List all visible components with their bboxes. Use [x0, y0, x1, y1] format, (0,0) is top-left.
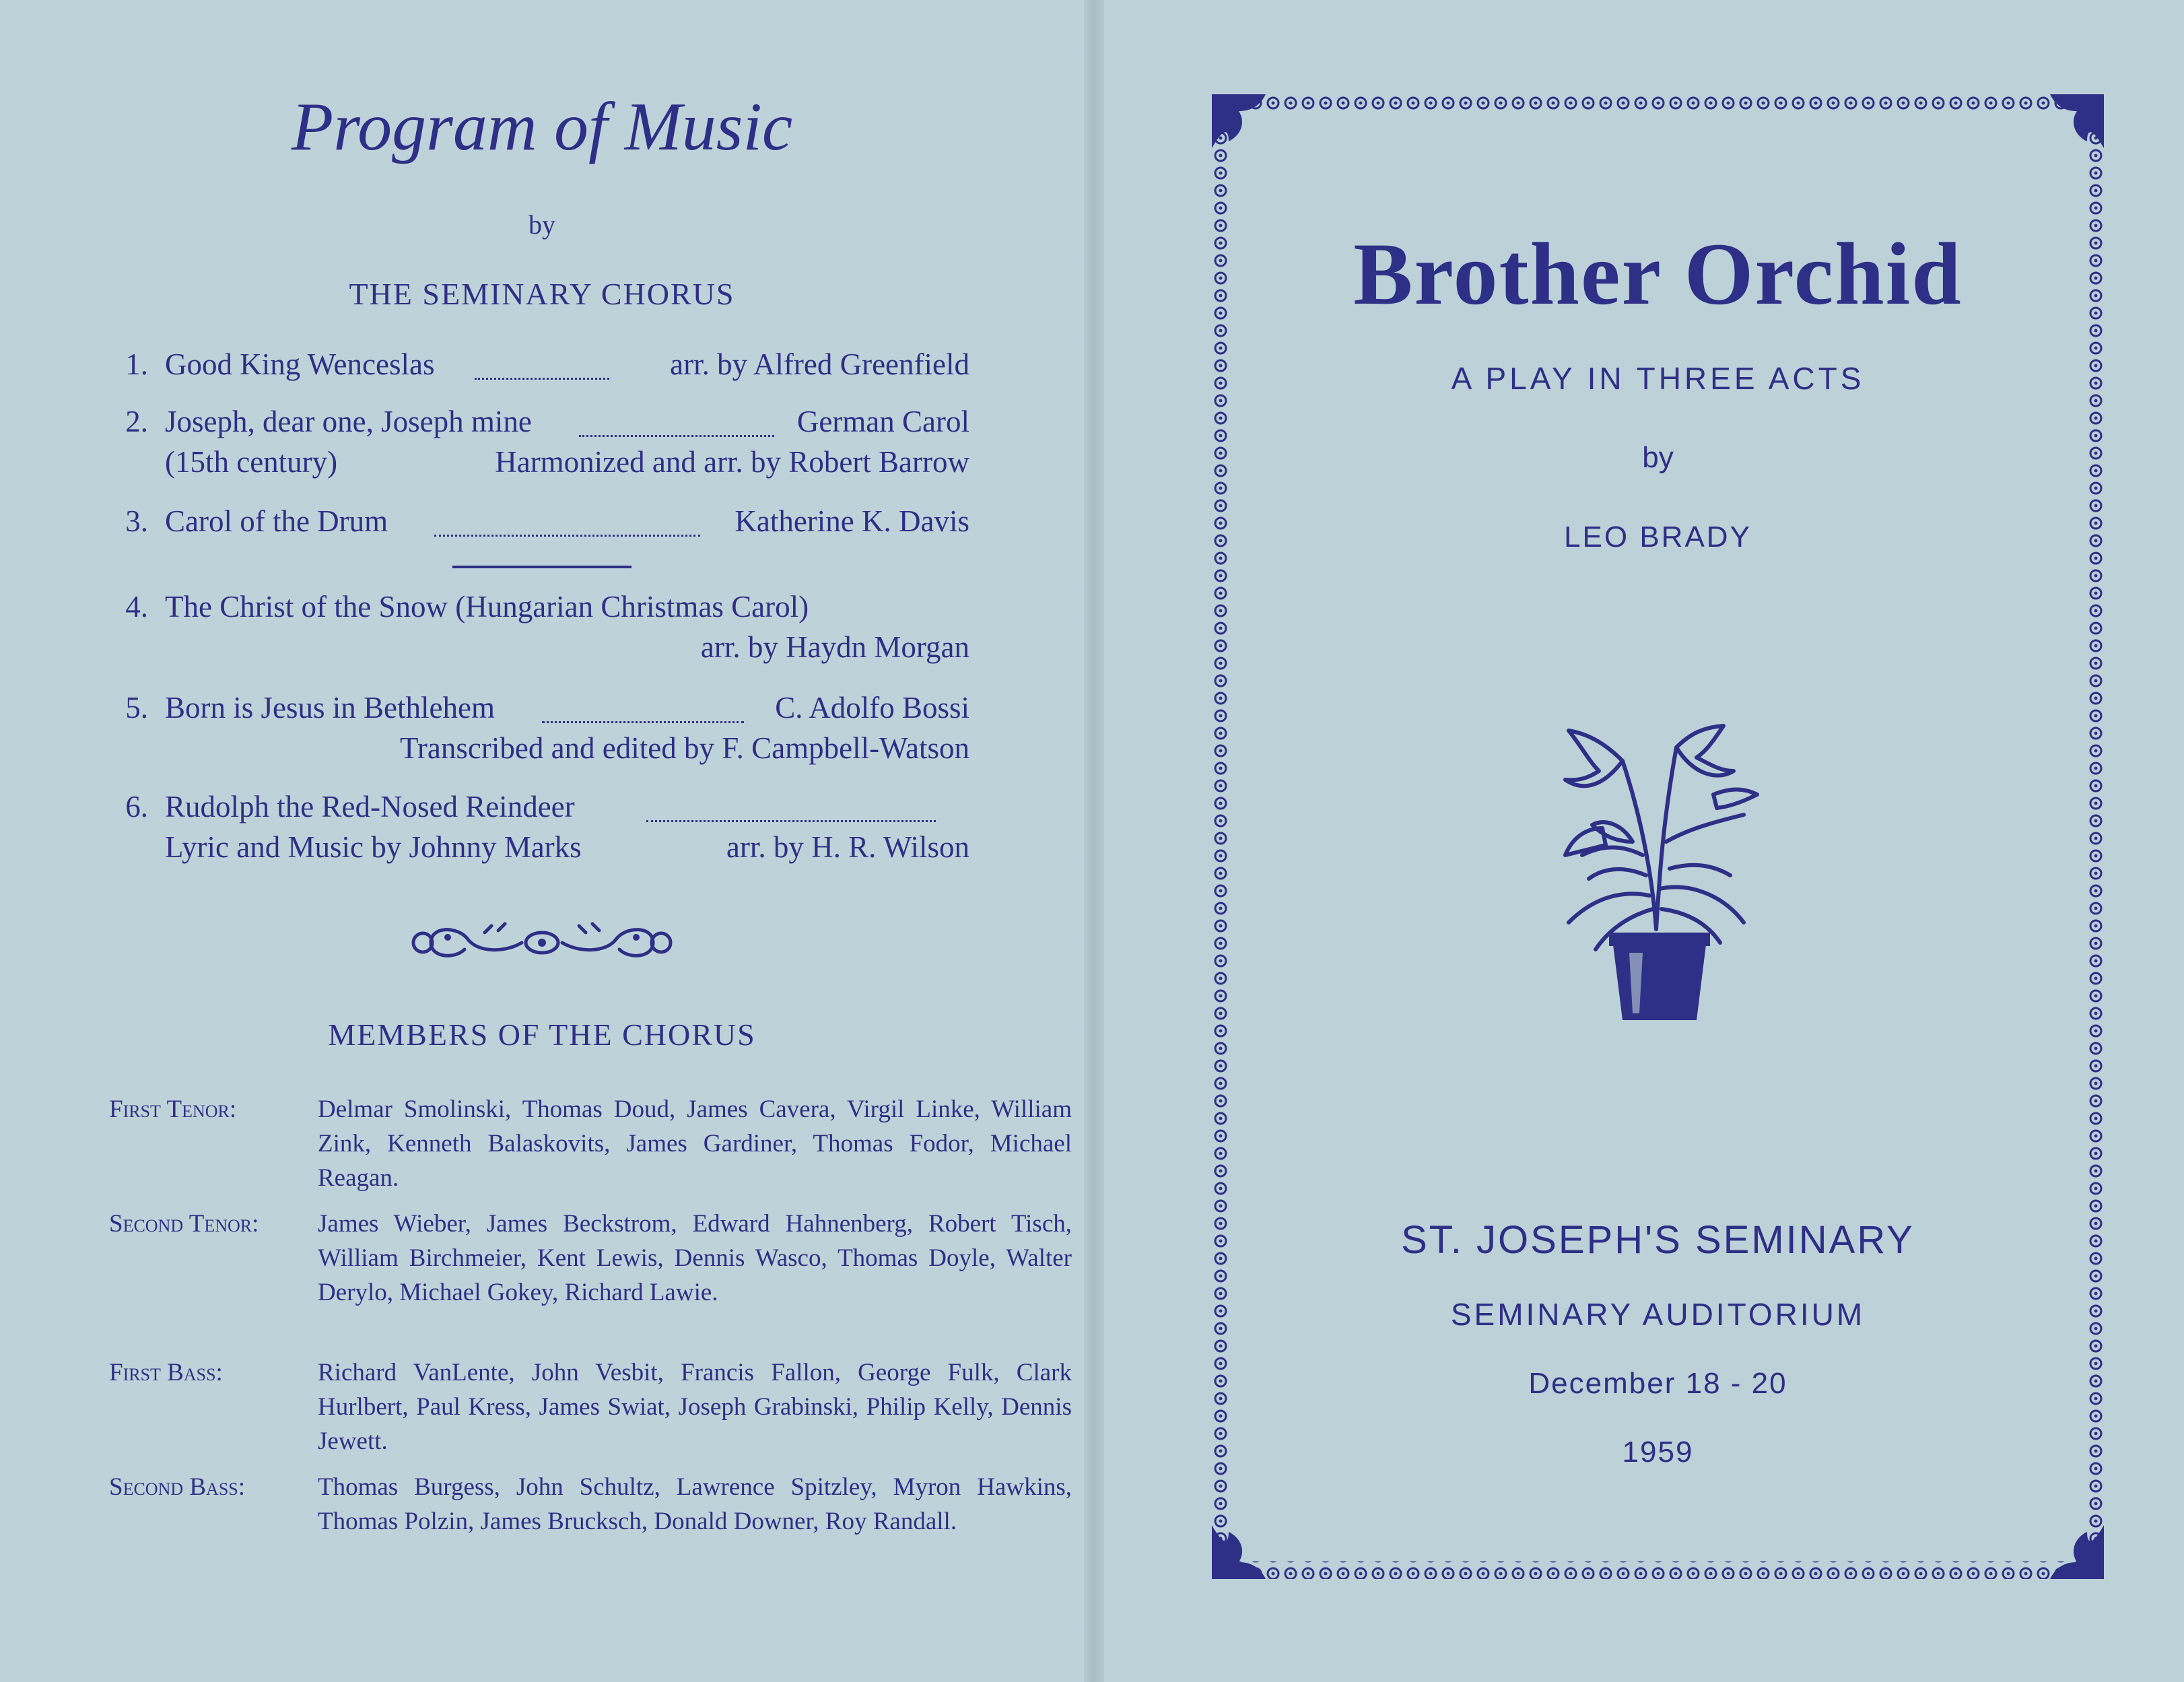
program-item-6 — [108, 789, 969, 870]
item-arranger: Harmonized and arr. by Robert Barrow — [495, 445, 969, 479]
voice-label: Second Tenor: — [109, 1210, 259, 1238]
leader-dots — [579, 435, 774, 437]
leader-dots — [434, 535, 700, 537]
leader-dots — [542, 721, 744, 723]
program-item-3 — [108, 504, 969, 544]
item-credit: C. Adolfo Bossi — [775, 691, 969, 725]
item-title: The Christ of the Snow (Hungarian Christmas Carol) — [165, 590, 809, 624]
program-item-2 — [108, 404, 969, 485]
section-divider — [452, 566, 632, 568]
members-title: MEMBERS OF THE CHORUS — [328, 1017, 756, 1052]
item-arranger: arr. by Haydn Morgan — [700, 630, 969, 664]
chorus-title: THE SEMINARY CHORUS — [349, 277, 735, 311]
item-number: 6. — [125, 790, 148, 823]
program-item-4 — [108, 589, 969, 670]
item-title: Rudolph the Red-Nosed Reindeer — [165, 790, 575, 823]
item-title: Born is Jesus in Bethlehem — [165, 691, 495, 725]
item-credit: German Carol — [796, 405, 969, 438]
item-number: 4. — [125, 590, 148, 624]
item-number: 2. — [125, 405, 148, 438]
play-subtitle: A PLAY IN THREE ACTS — [1451, 361, 1865, 396]
program-item-5 — [108, 690, 969, 771]
item-note: (15th century) — [165, 445, 338, 479]
voice-names: Thomas Burgess, John Schultz, Lawrence Spitzley, Myron Hawkins, Thomas Polzin, James Brucksch, Donald Downer, Roy Randall. — [318, 1473, 1072, 1535]
voice-names: Delmar Smolinski, Thomas Doud, James Cavera, Virgil Linke, William Zink, Kenneth Balaskovits, James Gardiner, Thomas Fodor, Michael Reagan. — [318, 1096, 1072, 1192]
left-page — [0, 0, 1084, 1682]
potted-lily-icon — [1542, 707, 1771, 1030]
item-number: 1. — [125, 347, 148, 381]
program-item-1 — [108, 347, 969, 387]
school-name: ST. JOSEPH'S SEMINARY — [1401, 1218, 1915, 1262]
item-credit: Katherine K. Davis — [735, 504, 969, 538]
voice-names: Richard VanLente, John Vesbit, Francis Fallon, George Fulk, Clark Hurlbert, Paul Kress, James Swiat, Joseph Grabinski, Philip Kelly, Dennis Jewett. — [318, 1359, 1072, 1455]
program-heading: Program of Music — [291, 89, 793, 165]
performance-dates: December 18 - 20 — [1528, 1367, 1787, 1400]
item-lyricist: Lyric and Music by Johnny Marks — [165, 830, 582, 864]
item-number: 3. — [125, 504, 148, 538]
item-arranger: Transcribed and edited by F. Campbell-Watson — [400, 731, 969, 765]
play-author: LEO BRADY — [1564, 520, 1752, 553]
leader-dots — [475, 378, 609, 380]
leader-dots — [646, 820, 936, 822]
voice-label: Second Bass: — [109, 1473, 246, 1501]
ornamental-scroll-icon — [404, 916, 680, 970]
item-number: 5. — [125, 691, 148, 725]
program-by: by — [528, 209, 555, 240]
item-credit: arr. by Alfred Greenfield — [670, 347, 969, 381]
play-by: by — [1642, 441, 1674, 474]
item-title: Carol of the Drum — [165, 504, 388, 538]
item-arranger: arr. by H. R. Wilson — [726, 830, 969, 864]
item-title: Joseph, dear one, Joseph mine — [165, 405, 532, 438]
item-title: Good King Wenceslas — [165, 347, 435, 381]
voice-label: First Bass: — [109, 1359, 223, 1386]
play-title: Brother Orchid — [1353, 224, 1963, 323]
voice-names: James Wieber, James Beckstrom, Edward Hahnenberg, Robert Tisch, William Birchmeier, Kent Lewis, Dennis Wasco, Thomas Doyle, Walter Derylo, Michael Gokey, Richard Lawie. — [318, 1210, 1072, 1306]
performance-year: 1959 — [1622, 1436, 1694, 1469]
page-fold — [1084, 0, 1104, 1682]
venue: SEMINARY AUDITORIUM — [1450, 1297, 1866, 1332]
voice-label: First Tenor: — [109, 1096, 237, 1123]
